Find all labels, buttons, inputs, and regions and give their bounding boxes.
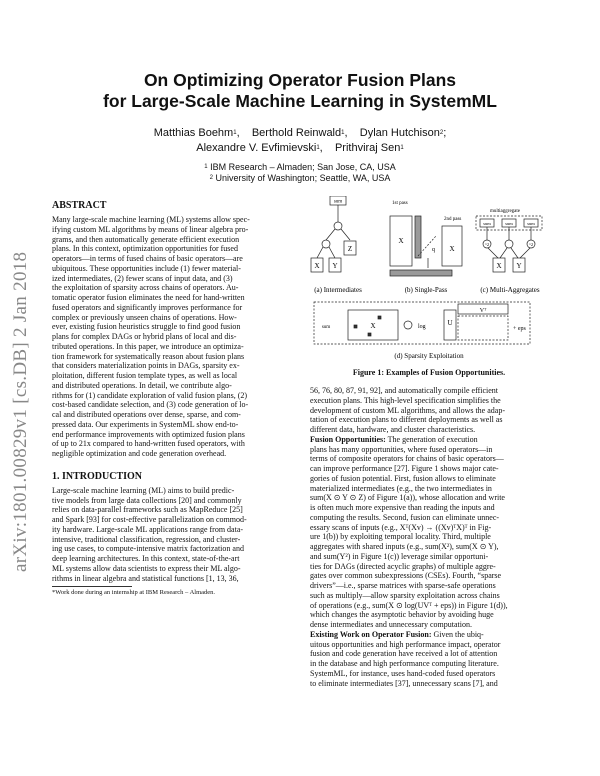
- text-line: Large-scale machine learning (ML) aims to build predic-: [52, 485, 235, 495]
- text-line: tributed operations. In this paper, we introduce an optimiza-: [52, 341, 244, 351]
- fig-a-edge: [329, 247, 335, 258]
- text-line: tive models from large data collections [20] and commonly: [52, 495, 242, 505]
- fig-d-x-label: X: [370, 322, 376, 330]
- author-name: Alexandre V. Evfimievski: [196, 142, 317, 154]
- text-line: ever, existing fusion heuristics struggle to find good fusion: [52, 322, 241, 332]
- text-line: ing use cases, to compute-intensive matrix factorization and: [52, 544, 244, 554]
- text-line: deep learning architectures. In this context, state-of-the-art: [52, 554, 240, 563]
- text-line: development of custom ML algorithms, and allows the adap-: [310, 405, 505, 415]
- text-line: computing the results. Second, fusion can eliminate unnec-: [310, 512, 500, 522]
- text-line: ubiquitous. These opportunities include (1) fewer material-: [52, 263, 241, 273]
- fig-c-sq-label: ^2: [528, 242, 534, 247]
- text-line: terms of composite operators for chains of basic operators—: [310, 454, 504, 464]
- author-line-1: Matthias Boehm$^1$, Berthold Reinwald$^1$, Dylan Hutchison$^2$;: [153, 127, 447, 139]
- fig-a-mult-node: [334, 222, 342, 230]
- text-line: uitous opportunities and high performance impact, operator: [310, 639, 501, 649]
- fig-d-outer-box: [314, 302, 530, 344]
- fig-c-edge: [500, 248, 507, 258]
- text-line: in the database and high performance computing literature.: [310, 659, 499, 668]
- fig-d-log-label: log: [418, 324, 426, 330]
- author-list: [0, 126, 600, 156]
- fig-d-u-label: U: [447, 319, 453, 327]
- text-line: of operations (e.g., sum(X ⊙ log(UVᵀ + eps)) in Figure 1(d)),: [310, 600, 508, 610]
- text-line: relies on data-parallel frameworks such as MapReduce [25]: [52, 505, 243, 515]
- text-line: ploitation, different fusion template types, as well as local: [52, 371, 238, 380]
- text-line: drivers”—i.e., sparse matrices with sparse-safe operations: [310, 581, 496, 590]
- author-name: Matthias Boehm: [153, 127, 234, 139]
- fig-d-v-label: Vᵀ: [479, 308, 487, 314]
- affil-text: University of Washington; Seattle, WA, USA: [215, 173, 391, 183]
- text-line: essary scans of inputs (e.g., Xᵀ(Xv) → ((Xv)ᵀX)ᵀ in Fig-: [310, 522, 492, 532]
- fig-d: [314, 302, 530, 344]
- author-sup: 1: [233, 130, 237, 136]
- text-line: gories of fusion potential. First, fusion allows to eliminate: [310, 473, 496, 483]
- fig-c-edge: [511, 248, 518, 258]
- author-sup: 1: [316, 145, 320, 151]
- fig-b-second-pass: 2nd pass: [444, 217, 462, 222]
- text-line: tation of execution plans to different deployments as well as: [310, 415, 503, 425]
- text-line: can improve performance [27]. Figure 1 shows major cate-: [310, 464, 499, 473]
- fig-c-sum-label: sum: [483, 221, 491, 226]
- text-line: pressed data. Our experiments in SystemML show end-to-: [52, 419, 239, 429]
- text-line: ML systems allow data scientists to express their ML algo-: [52, 563, 241, 573]
- text-line: sum(X ⊙ Y ⊙ Z) of Figure 1(a)), whose allocation and write: [310, 493, 505, 503]
- affiliations: [0, 162, 600, 184]
- text-line: ifying custom ML algorithms by means of linear algebra pro-: [52, 224, 249, 234]
- text-line: materialized intermediates (e.g., the two intermediates in: [310, 483, 492, 493]
- fig-b-v-bar: [415, 216, 421, 258]
- right-col-para-3: [310, 640, 552, 689]
- fig-sub-d: (d) Sparsity Exploitation: [394, 352, 464, 360]
- fig-a-x-label: X: [314, 262, 320, 270]
- fig-d-nnz: [378, 316, 381, 319]
- author-name: Prithviraj Sen: [334, 142, 401, 154]
- text-line: 56, 76, 80, 87, 91, 92], and automatically compile efficient: [310, 386, 499, 395]
- text-line: grams, and then automatically generate efficient execution: [52, 234, 240, 244]
- affil-text: IBM Research – Almaden; San Jose, CA, USA: [210, 162, 396, 172]
- right-col-para-1: [310, 386, 552, 435]
- fusion-first: The generation of execution: [385, 434, 478, 444]
- text-line: aggregates with shared inputs (e.g., sum(X²), sum(X ⊙ Y),: [310, 542, 499, 551]
- fig-a-y-label: Y: [332, 262, 338, 270]
- left-column: [52, 199, 294, 597]
- fig-a-edge: [341, 229, 350, 240]
- fig-d-nnz: [354, 325, 357, 328]
- author-sup: 2: [439, 130, 444, 136]
- fig-c-x-label: X: [496, 262, 502, 270]
- fig-d-nnz: [368, 333, 371, 336]
- text-line: negligible optimization and code generation overhead.: [52, 449, 227, 458]
- fig-d-mult-node: [404, 321, 412, 329]
- fig-c-sq-label: ^2: [484, 242, 490, 247]
- author-sup: 1: [400, 145, 404, 151]
- fig-c-y-label: Y: [516, 262, 522, 270]
- fig-c-sum-label: sum: [505, 221, 513, 226]
- fig-b-x2-label: X: [449, 245, 455, 253]
- fig-sub-c: (c) Multi-Aggregates: [480, 286, 540, 294]
- arxiv-stamp: arXiv:1801.00829v1 [cs.DB] 2 Jan 2018: [10, 251, 31, 572]
- intro-body: [52, 486, 294, 584]
- text-line: ure 1(b)) by exploiting temporal locality. Third, multiple: [310, 532, 491, 542]
- text-line: to eliminate intermediates [37], unnecessary scans [7], and: [310, 678, 498, 688]
- text-line: the exploitation of sparsity across chains of operators. Au-: [52, 283, 239, 293]
- author-sup: 1: [341, 130, 345, 136]
- fusion-label: Fusion Opportunities:: [310, 434, 386, 444]
- text-line: cost-based candidate selection, and (3) code generation of lo-: [52, 400, 249, 410]
- text-line: and distributed operations. In detail, we contribute algo-: [52, 380, 232, 390]
- text-line: is often much more expensive than reading the inputs and: [310, 503, 495, 512]
- fig-a-edge: [326, 229, 335, 240]
- author-line-2: Alexandre V. Evfimievski$^1$, Prithviraj Sen$^1$: [196, 142, 404, 154]
- text-line: intensive, traditional classification, regression, and cluster-: [52, 534, 241, 544]
- fig-b-q-bar: [390, 270, 452, 276]
- abstract-heading: ABSTRACT: [52, 200, 107, 211]
- fusion-line: [310, 435, 552, 445]
- text-line: of up to 21x compared to hand-written fused operators, with: [52, 439, 245, 449]
- text-line: that considers materialization points in DAGs, sparsity ex-: [52, 361, 240, 371]
- text-line: fusion and code generation have received a lot of attention: [310, 649, 498, 659]
- right-column: [310, 386, 552, 688]
- text-line: end performance improvements with optimized fusion plans: [52, 429, 245, 439]
- affil-sup: 1: [204, 164, 208, 170]
- fig-b-q-label: q: [432, 247, 435, 253]
- text-line: execution plans. This high-level specification simplifies the: [310, 395, 501, 405]
- existing-line: [310, 630, 552, 640]
- text-line: plans has many opportunities, where fused operators—in: [310, 444, 493, 454]
- fig-a-edge: [317, 247, 323, 258]
- fig-b-first-pass: 1st pass: [392, 201, 408, 206]
- footnote-rule: [52, 586, 132, 587]
- title-line-2: for Large-Scale Machine Learning in SystemML: [103, 91, 497, 111]
- text-line: rithms for (1) candidate exploration of valid fusion plans, (2): [52, 390, 248, 400]
- author-name: Berthold Reinwald: [251, 127, 342, 139]
- fig-c-sum-label: sum: [527, 221, 535, 226]
- fig-d-sum-label: sum: [321, 325, 331, 330]
- text-line: which changes the asymptotic behavior by avoiding huge: [310, 610, 494, 620]
- fig-a: [311, 196, 356, 272]
- author-name: Dylan Hutchison: [359, 127, 440, 139]
- fig-c-edge: [520, 248, 530, 258]
- text-line: ity hardware. Large-scale ML applications range from data-: [52, 524, 244, 534]
- text-line: Many large-scale machine learning (ML) systems allow spec-: [52, 215, 250, 224]
- footnote: *Work done during an internship at IBM Research – Almaden.: [52, 589, 216, 597]
- fig-sub-a: (a) Intermediates: [314, 286, 362, 294]
- title-line-1: On Optimizing Operator Fusion Plans: [143, 70, 457, 90]
- text-line: plans. In this context, optimization opportunities for fused: [52, 244, 238, 254]
- text-line: ized intermediates, (2) fewer scans of input data, and (3): [52, 273, 233, 283]
- fig-d-eps-label: + eps: [513, 326, 526, 332]
- text-line: operators—in terms of fused chains of basic operators—are: [52, 254, 243, 263]
- text-line: SystemML, for instance, uses hand-coded fused operators: [310, 668, 496, 678]
- text-line: cal and distributed operations over dense, sparse, and com-: [52, 410, 241, 419]
- fig-c-node: [505, 240, 513, 248]
- affil-sup: 2: [209, 175, 213, 181]
- text-line: complex or previously unseen chains of operations. How-: [52, 312, 237, 322]
- text-line: fused operators and significantly improves performance for: [52, 302, 243, 312]
- right-col-para-2: [310, 445, 552, 630]
- fig-b-x-label: X: [398, 237, 404, 245]
- fig-a-sum-label: sum: [333, 199, 343, 205]
- text-line: rithms in linear algebra and statistical functions [1, 13, 36,: [52, 573, 239, 583]
- text-line: plans for complex DAGs or hybrid plans of local and dis-: [52, 332, 237, 341]
- fig-c-edge: [488, 248, 498, 258]
- abstract-body: [52, 215, 294, 459]
- fig-c-multiagg-label: multiaggregate: [490, 209, 520, 214]
- text-line: different data, hardware, and cluster characteristics.: [310, 425, 476, 434]
- fig-a-mult-node: [322, 240, 330, 248]
- text-line: ties for DAGs (directed acyclic graphs) of multiple aggre-: [310, 561, 496, 571]
- paper-title: [0, 70, 600, 112]
- text-line: dense intermediates and unnecessary computation.: [310, 620, 472, 629]
- affiliation-2: [0, 173, 600, 184]
- existing-label: Existing Work on Operator Fusion:: [310, 629, 432, 639]
- text-line: such as multiply—allow sparsity exploitation across chains: [310, 590, 500, 600]
- affiliation-1: [0, 162, 600, 173]
- text-line: tion framework for systematically reason about fusion plans: [52, 351, 245, 361]
- fig-sub-b: (b) Single-Pass: [404, 286, 448, 294]
- text-line: and sum(Y²) in Figure 1(c)) leverage similar opportuni-: [310, 551, 489, 561]
- text-line: gates over common subexpressions (CSEs). Fourth, “sparse: [310, 571, 502, 581]
- existing-first: Given the ubiq-: [431, 629, 484, 639]
- intro-heading: 1. INTRODUCTION: [52, 470, 143, 482]
- text-line: tomatic operator fusion eliminates the need for hand-written: [52, 293, 245, 302]
- fig-d-uv-box: [458, 316, 508, 340]
- fig-a-z-label: Z: [347, 245, 353, 253]
- figure-caption: Figure 1: Examples of Fusion Opportunities.: [352, 368, 506, 377]
- text-line: and Spark [93] for cost-effective parallelization on commod-: [52, 515, 247, 524]
